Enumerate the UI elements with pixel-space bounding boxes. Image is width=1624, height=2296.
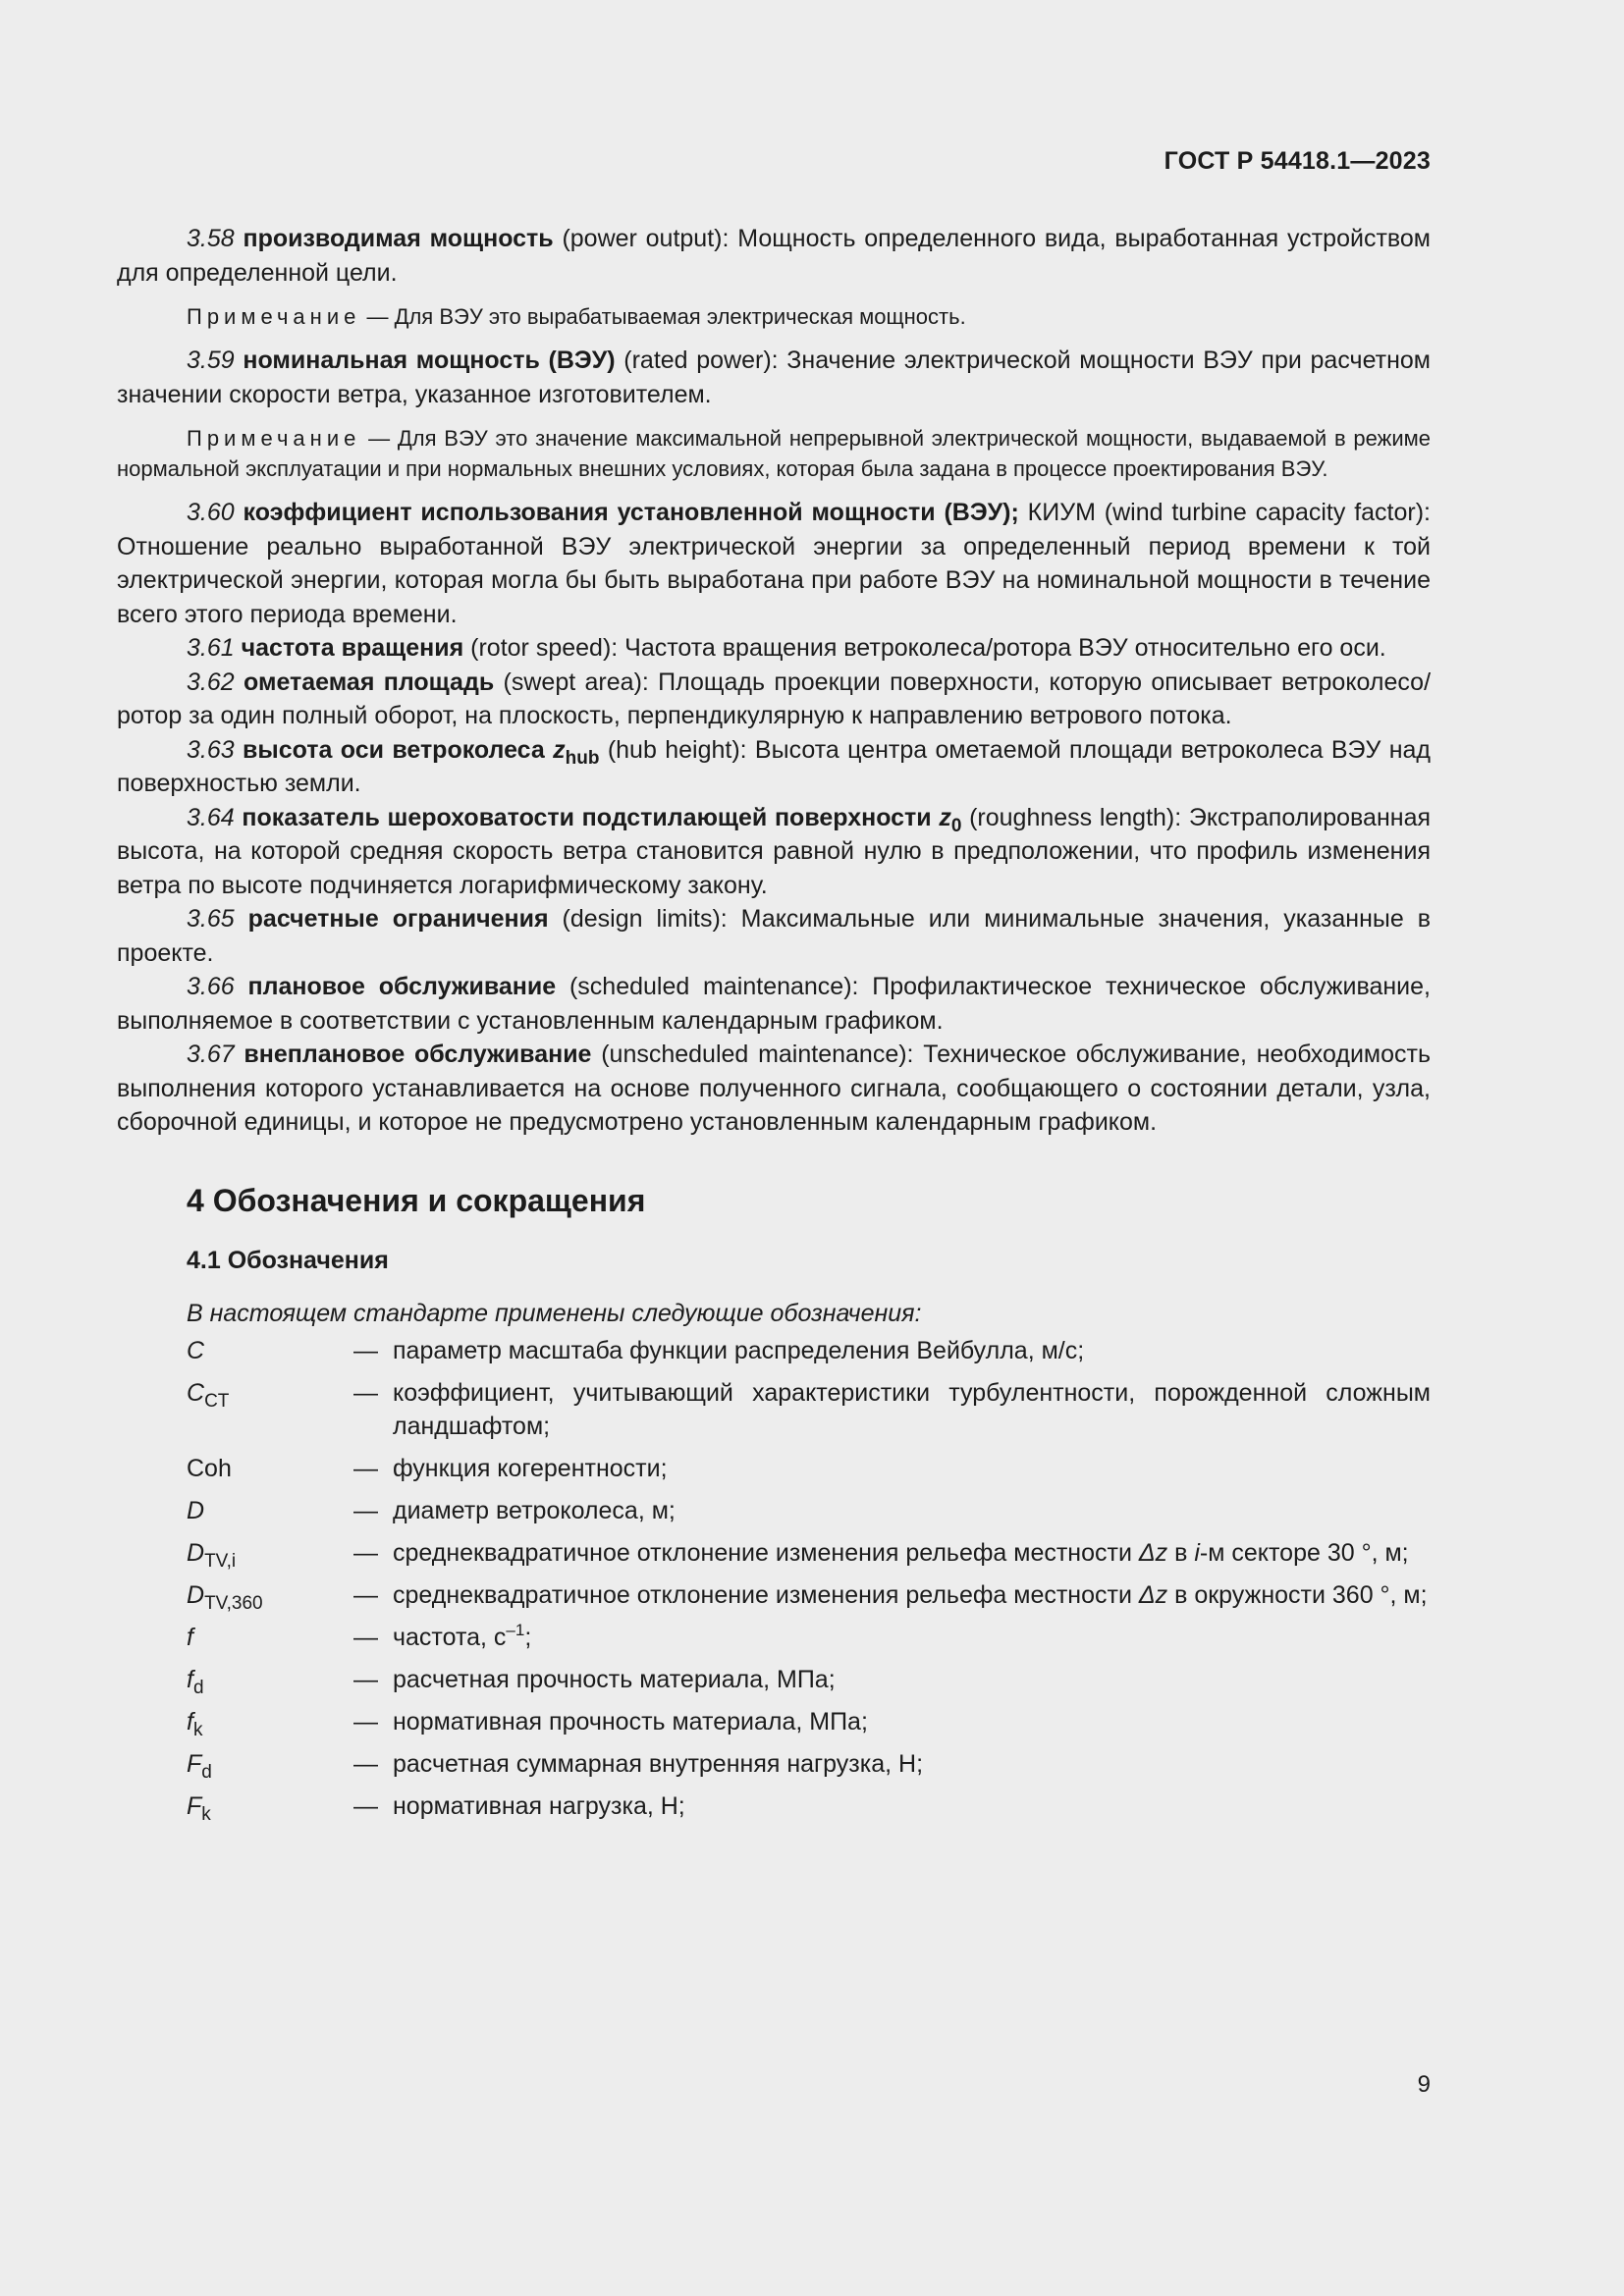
- symbol: C: [187, 1336, 205, 1364]
- symbol-row: [117, 1452, 1431, 1485]
- symbol-row: [117, 1536, 1431, 1570]
- symbol: z: [939, 803, 951, 831]
- definition-3-67: [117, 1038, 1431, 1140]
- definition-3-66: [117, 970, 1431, 1038]
- document-code: ГОСТ Р 54418.1—2023: [1164, 147, 1431, 175]
- symbol: $F_d$: [187, 1749, 212, 1783]
- symbol-description: нормативная нагрузка, Н;: [393, 1791, 685, 1820]
- note-text: — Для ВЭУ это значение максимальной непрерывной электрической мощности, выдаваемой в режиме нормальной эксплуатации и при нормальных внешних условиях, которая была задана в процессе проектирования ВЭУ.: [117, 426, 1431, 481]
- definition-3-63: [117, 733, 1431, 801]
- definition-term: расчетные ограничения: [247, 905, 549, 933]
- definition-term: номинальная мощность (ВЭУ): [243, 347, 616, 374]
- symbol-row: [117, 1376, 1431, 1443]
- definition-term: показатель шероховатости подстилающей поверхности: [242, 803, 932, 831]
- symbol: z: [553, 735, 566, 764]
- symbol: $C_{CT}$: [187, 1378, 230, 1412]
- dash: —: [353, 1538, 378, 1567]
- symbol-description: расчетная прочность материала, МПа;: [393, 1665, 836, 1693]
- section-title: 4 Обозначения и сокращения: [187, 1182, 646, 1218]
- symbol-row: [117, 1494, 1431, 1527]
- definition-number: 3.60: [187, 499, 235, 526]
- definition-term: плановое обслуживание: [247, 973, 557, 1000]
- symbol: $f_k$: [187, 1707, 203, 1740]
- symbol-row: [117, 1621, 1431, 1654]
- symbol-row: [117, 1663, 1431, 1696]
- symbol-row: [117, 1334, 1431, 1367]
- definition-number: 3.65: [187, 905, 235, 933]
- definition-text: (scheduled maintenance): Профилактическое техническое обслуживание, выполняемое в соответствии с установленным календарным графиком.: [117, 973, 1432, 1035]
- definition-term: внеплановое обслуживание: [244, 1041, 592, 1068]
- definition-number: 3.67: [187, 1041, 235, 1068]
- definition-text: (roughness length): Экстраполированная высота, на которой средняя скорость ветра становится равной нулю в предположении, что профиль изменения ветра по высоте подчиняется логарифмическому закону.: [117, 803, 1432, 899]
- definition-text: КИУМ (wind turbine capacity factor): Отношение реально выработанной ВЭУ электрической энергии за определенный период времени к той электрической энергии, которая могла бы быть выработана при работе ВЭУ на номинальной мощности в течение всего этого периода времени.: [117, 499, 1431, 628]
- symbol-row: [117, 1789, 1431, 1823]
- dash: —: [353, 1454, 378, 1482]
- definition-text: (power output): Мощность определенного вида, выработанная устройством для определенной цели.: [117, 225, 1431, 287]
- symbol-description: параметр масштаба функции распределения Вейбулла, м/с;: [393, 1336, 1085, 1364]
- definition-3-65: [117, 902, 1431, 970]
- definition-term: высота оси ветроколеса: [243, 735, 545, 764]
- dash: —: [353, 1791, 378, 1820]
- definition-3-59: [117, 344, 1431, 411]
- definition-number: 3.58: [187, 225, 235, 252]
- subsection-title: 4.1 Обозначения: [187, 1246, 389, 1274]
- note-label: Примечание: [187, 304, 361, 329]
- dash: —: [353, 1496, 378, 1524]
- note-label: Примечание: [187, 426, 361, 451]
- symbol-description: нормативная прочность материала, МПа;: [393, 1707, 868, 1735]
- definition-text: (design limits): Максимальные или минимальные значения, указанные в проекте.: [117, 905, 1431, 967]
- definition-text: (rotor speed): Частота вращения ветроколеса/ротора ВЭУ относительно его оси.: [463, 634, 1386, 662]
- definition-number: 3.62: [187, 667, 235, 696]
- definition-number: 3.64: [187, 803, 235, 831]
- symbol-row: [117, 1747, 1431, 1781]
- symbol-subscript: hub: [565, 747, 600, 769]
- dash: —: [353, 1580, 378, 1609]
- page-number: 9: [1417, 2071, 1431, 2098]
- dash: —: [353, 1378, 378, 1407]
- symbol-row: [117, 1705, 1431, 1738]
- symbol: $F_k$: [187, 1791, 211, 1825]
- definition-text: (unscheduled maintenance): Техническое обслуживание, необходимость выполнения которого устанавливается на основе полученного сигнала, сообщающего о состоянии детали, узла, сборочной единицы, и которое не предусмотрено установленным календарным графиком.: [117, 1041, 1431, 1136]
- symbol: f: [187, 1623, 193, 1651]
- definition-term: производимая мощность: [243, 225, 554, 252]
- definition-3-62: [117, 666, 1431, 733]
- symbol-description: среднеквадратичное отклонение изменения рельефа местности Δz в окружности 360 °, м;: [393, 1580, 1428, 1609]
- definition-3-64: [117, 801, 1431, 903]
- symbols-list: [117, 1334, 1431, 1823]
- dash: —: [353, 1336, 378, 1364]
- symbol-description: среднеквадратичное отклонение изменения рельефа местности Δz в i-м секторе 30 °, м;: [393, 1538, 1409, 1567]
- symbol-description: функция когерентности;: [393, 1454, 668, 1482]
- definition-3-61: [117, 631, 1431, 666]
- dash: —: [353, 1665, 378, 1693]
- definition-term: частота вращения: [241, 634, 464, 662]
- symbol: Coh: [187, 1454, 232, 1482]
- symbol: D: [187, 1496, 205, 1524]
- page-content: [117, 222, 1431, 1832]
- definition-term: ометаемая площадь: [244, 667, 495, 696]
- note-1: [117, 301, 1431, 332]
- symbol-description: коэффициент, учитывающий характеристики турбулентности, порожденной сложным ландшафтом;: [393, 1378, 1431, 1440]
- symbol-description: диаметр ветроколеса, м;: [393, 1496, 676, 1524]
- symbol: $f_d$: [187, 1665, 204, 1698]
- definition-text: (swept area): Площадь проекции поверхности, которую описывает ветроколесо/ротор за один полный оборот, на плоскость, перпендикулярную к направлению ветрового потока.: [117, 667, 1432, 729]
- definition-term: коэффициент использования установленной мощности (ВЭУ);: [243, 499, 1019, 526]
- definition-3-60: [117, 496, 1431, 631]
- dash: —: [353, 1707, 378, 1735]
- definition-number: 3.59: [187, 347, 235, 374]
- definition-3-58: [117, 222, 1431, 290]
- symbol: $D_{TV,i}$: [187, 1538, 237, 1572]
- definition-number: 3.66: [187, 973, 235, 1000]
- definition-number: 3.61: [187, 634, 235, 662]
- definition-number: 3.63: [187, 735, 235, 764]
- symbol-row: [117, 1578, 1431, 1612]
- definition-text: (hub height): Высота центра ометаемой площади ветроколеса ВЭУ над поверхностью земли.: [117, 735, 1431, 797]
- definition-text: (rated power): Значение электрической мощности ВЭУ при расчетном значении скорости ветра, указанное изготовителем.: [117, 347, 1431, 408]
- dash: —: [353, 1749, 378, 1778]
- symbol-description: частота, $с^{-1}$;: [393, 1620, 532, 1651]
- symbol-description: расчетная суммарная внутренняя нагрузка, Н;: [393, 1749, 924, 1778]
- symbol: $D_{TV,360}$: [187, 1580, 263, 1614]
- dash: —: [353, 1623, 378, 1651]
- symbols-intro: В настоящем стандарте применены следующие обозначения:: [187, 1299, 922, 1327]
- symbol-subscript: 0: [950, 815, 962, 836]
- note-text: — Для ВЭУ это вырабатываемая электрическая мощность.: [360, 304, 966, 329]
- note-2: [117, 423, 1431, 484]
